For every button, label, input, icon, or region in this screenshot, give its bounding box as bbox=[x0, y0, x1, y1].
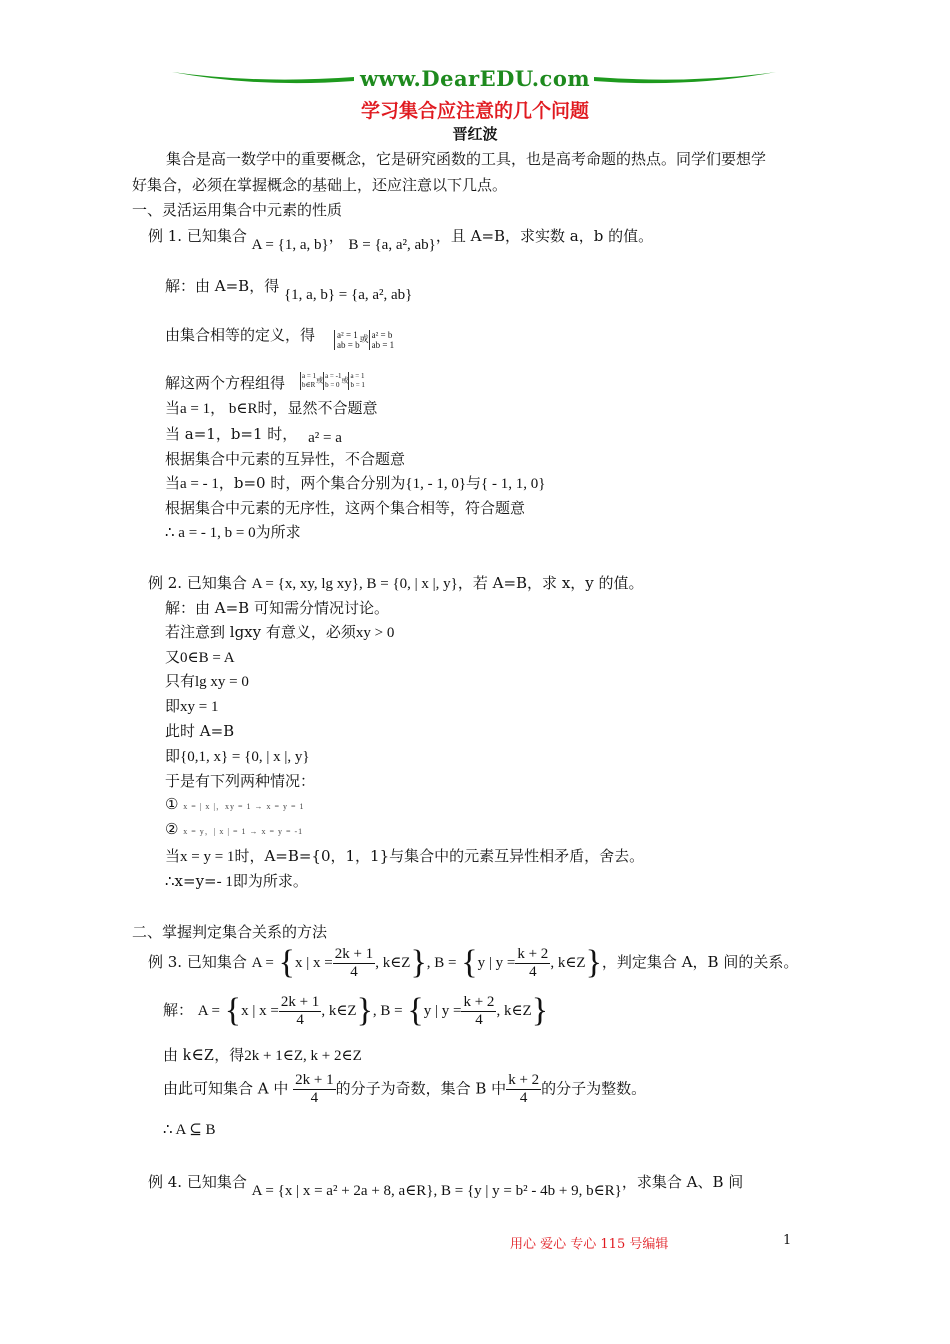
ex3-sol-frac-b-den: 4 bbox=[475, 1011, 483, 1028]
ex3-sol-brace-close-b: } bbox=[531, 992, 549, 1029]
ex3-l3-frac-b-num: k + 2 bbox=[508, 1072, 540, 1088]
ex3-brace-close-b: } bbox=[585, 944, 602, 981]
ex2-l10-text: ∴x=y= bbox=[165, 872, 217, 890]
ex3-sol-a-cond: , k∈Z bbox=[321, 1003, 357, 1019]
ex3-l3-frac-a bbox=[293, 1072, 335, 1107]
ex1-set-a: A = {1, a, b} bbox=[251, 237, 329, 253]
ex2-l10-math: - 1 bbox=[216, 874, 233, 890]
ex2-case-1-marker: ① bbox=[165, 795, 179, 813]
ex1-l7-set-2: { - 1, 1, 0} bbox=[481, 476, 546, 492]
ex2-line-8: 于是有下列两种情况： bbox=[165, 772, 316, 790]
ex3-b-lhs: , B = bbox=[426, 955, 457, 971]
ex3-line-2 bbox=[163, 1044, 362, 1065]
ex2-l9-text-2: 时，A=B={0，1，1}与集合中的元素互异性相矛盾，舍去。 bbox=[234, 847, 645, 865]
ex3-l3-frac-b bbox=[506, 1072, 541, 1107]
ex1-line-8: 根据集合中元素的无序性，这两个集合相等，符合题意 bbox=[165, 499, 526, 517]
ex1-sol-text: 解：由 A=B，得 bbox=[165, 277, 280, 295]
ex3-l2-math-2: 2k + 1∈Z, k + 2∈Z bbox=[244, 1048, 362, 1064]
ex1-sys1-eq1: a² = 1 bbox=[337, 330, 358, 340]
ex3-sol-brace-close: } bbox=[356, 992, 373, 1029]
ex1-res2-a: a = -1 bbox=[325, 372, 342, 380]
ex3-sol-frac-a-num: 2k + 1 bbox=[280, 993, 320, 1010]
ex1-label: 例 1. bbox=[148, 227, 183, 245]
ex1-res3-a: a = 1 bbox=[350, 372, 365, 380]
ex1-comma: ， bbox=[328, 227, 344, 245]
footer-text: 用心 爱心 专心 115 号编辑 bbox=[510, 1237, 669, 1252]
ex1-l9-text: 为所求 bbox=[255, 523, 301, 541]
section-1-heading: 一、灵活运用集合中元素的性质 bbox=[132, 201, 343, 219]
ex1-l5-text: 当 a=1，b=1 时， bbox=[165, 425, 298, 443]
ex2-l3-math: 0∈B = A bbox=[180, 650, 235, 666]
ex2-label: 例 2. bbox=[148, 574, 183, 592]
ex1-statement bbox=[148, 225, 654, 253]
ex3-label: 例 3. bbox=[148, 953, 183, 971]
ex1-set-b: B = {a, a², ab} bbox=[348, 237, 436, 253]
ex3-l2-text: 由 bbox=[163, 1046, 179, 1064]
ex2-line-6: 此时 A=B bbox=[165, 722, 235, 740]
ex2-statement bbox=[148, 572, 644, 593]
ex1-l9-math: ∴ a = - 1, b = 0 bbox=[165, 525, 256, 541]
ex3-sol-label: 解： bbox=[163, 1001, 194, 1019]
ex1-l7-and: 与 bbox=[466, 474, 482, 492]
ex3-brace-open-b: { bbox=[461, 944, 478, 981]
ex1-res-or-1: 或 bbox=[316, 376, 324, 385]
ex1-line-6: 根据集合中元素的互异性，不合题意 bbox=[165, 450, 406, 468]
ex3-line-3 bbox=[163, 1072, 646, 1107]
ex3-b-set: y | y = bbox=[477, 955, 516, 971]
ex2-case-2-marker: ② bbox=[165, 820, 179, 838]
ex3-sol-frac-b bbox=[461, 994, 496, 1029]
section-2-heading: 二、掌握判定集合关系的方法 bbox=[132, 923, 328, 941]
intro-line-1: 集合是高一数学中的重要概念，它是研究函数的工具，也是高考命题的热点。同学们要想学 bbox=[166, 150, 767, 168]
ex1-sys1-eq2: ab = b bbox=[337, 340, 360, 350]
ex3-l3-frac-a-num: 2k + 1 bbox=[295, 1072, 334, 1088]
ex3-l3-text: 由此可知集合 A 中 bbox=[163, 1079, 289, 1098]
ex1-l5-math: a² = a bbox=[308, 430, 342, 446]
ex1-solution-3 bbox=[165, 372, 285, 393]
ex3-a-cond: , k∈Z bbox=[375, 955, 411, 971]
ex2-line-3 bbox=[165, 646, 235, 667]
ex2-text: 已知集合 bbox=[186, 574, 247, 592]
ex1-res1-b: b∈R bbox=[302, 381, 316, 389]
ex3-frac-a-den: 4 bbox=[350, 963, 358, 980]
ex3-solution-1 bbox=[163, 992, 548, 1030]
ex3-a-lhs: A = bbox=[251, 955, 274, 971]
ex3-a-set: x | x = bbox=[295, 955, 333, 971]
site-logo[interactable]: www.DearEDU.com bbox=[359, 66, 591, 91]
ex3-sol-brace-open: { bbox=[224, 992, 242, 1029]
ex2-line-1: 解：由 A=B 可知需分情况讨论。 bbox=[165, 599, 389, 617]
ex1-line-9 bbox=[165, 521, 301, 542]
ex2-l7-math: {0,1, x} = {0, | x |, y} bbox=[180, 749, 310, 765]
ex3-conclusion: ∴ A ⊆ B bbox=[163, 1122, 216, 1138]
ex3-sol-b-cond: , k∈Z bbox=[496, 1003, 532, 1019]
ex1-sol3-text: 解这两个方程组得 bbox=[165, 374, 286, 392]
ex2-l2-text: 若注意到 lgxy 有意义，必须 bbox=[165, 623, 356, 641]
ex2-l10-text-2: 即为所求。 bbox=[232, 872, 308, 890]
ex1-line-7 bbox=[165, 472, 545, 493]
page-number: 1 bbox=[783, 1233, 792, 1248]
ex3-b-cond: , k∈Z bbox=[550, 955, 586, 971]
ex3-frac-b bbox=[515, 946, 550, 981]
ex2-line-5 bbox=[165, 695, 218, 716]
ex1-res1-a: a = 1 bbox=[302, 372, 317, 380]
ex2-case-1-text: x = | x |，xy = 1 → x = y = 1 bbox=[183, 802, 305, 811]
ex2-line-7 bbox=[165, 745, 310, 766]
ex4-label: 例 4. bbox=[148, 1173, 183, 1191]
ex3-text-2: ，判定集合 A，B 间的关系。 bbox=[601, 953, 799, 971]
ex3-l2-text-2: ，得 bbox=[214, 1046, 245, 1064]
ex2-l3-text: 又 bbox=[165, 648, 181, 666]
ex3-sol-b-set: y | y = bbox=[423, 1003, 462, 1019]
ex1-l7-set-1: {1, - 1, 0} bbox=[405, 476, 467, 492]
article-author: 晋红波 bbox=[452, 125, 498, 143]
ex3-l2-math-1: k∈Z bbox=[182, 1045, 215, 1064]
ex3-sol-frac-a bbox=[279, 994, 321, 1029]
ex3-sol-a-lhs: A = bbox=[197, 1003, 221, 1019]
ex3-l3-frac-a-den: 4 bbox=[310, 1090, 319, 1106]
ex1-system bbox=[334, 330, 394, 350]
ex3-frac-a-num: 2k + 1 bbox=[334, 945, 374, 962]
ex3-frac-b-num: k + 2 bbox=[517, 945, 549, 962]
ex1-text-2: ，且 A=B，求实数 a，b 的值。 bbox=[435, 227, 654, 245]
ex4-text: 已知集合 bbox=[186, 1173, 247, 1191]
ex1-sys2-eq1: a² = b bbox=[371, 330, 393, 340]
ex1-l4-math: a = 1， b∈R bbox=[180, 401, 258, 417]
ex2-case-2-text: x = y，| x | = 1 → x = y = -1 bbox=[183, 827, 304, 836]
ex1-sol-eq: {1, a, b} = {a, a², ab} bbox=[283, 287, 413, 303]
ex2-l2-math: xy > 0 bbox=[355, 625, 395, 641]
ex2-line-10 bbox=[165, 870, 308, 891]
ex3-sol-frac-b-num: k + 2 bbox=[463, 993, 495, 1010]
ex3-l3-text-2: 的分子为奇数，集合 B 中 bbox=[335, 1079, 507, 1098]
ex2-l5-text: 即 bbox=[165, 697, 181, 715]
ex1-l7-math: a = - 1 bbox=[180, 476, 219, 492]
article-title: 学习集合应注意的几个问题 bbox=[360, 100, 589, 122]
ex3-brace-close: } bbox=[410, 944, 427, 981]
ex1-l4-text: 当 bbox=[165, 399, 181, 417]
ex2-l5-math: xy = 1 bbox=[180, 699, 219, 715]
ex3-l3-frac-b-den: 4 bbox=[519, 1090, 528, 1106]
ex4-statement bbox=[148, 1171, 744, 1199]
ex3-text: 已知集合 bbox=[186, 953, 247, 971]
ex2-text-2: ，若 A=B，求 x，y 的值。 bbox=[457, 574, 644, 592]
ex1-l7-text-2: ，b=0 时，两个集合分别为 bbox=[218, 474, 406, 492]
ex3-brace-open: { bbox=[278, 944, 295, 981]
ex3-frac-a bbox=[333, 946, 375, 981]
ex1-res-or-2: 或 bbox=[341, 376, 349, 385]
ex2-sets: A = {x, xy, lg xy}, B = {0, | x |, y} bbox=[251, 576, 458, 592]
ex3-l3-text-3: 的分子为整数。 bbox=[541, 1079, 647, 1098]
ex2-l9-text: 当 bbox=[165, 847, 181, 865]
ex2-l7-text: 即 bbox=[165, 747, 181, 765]
ex2-l9-math: x = y = 1 bbox=[180, 849, 235, 865]
ex1-res2-b: b = 0 bbox=[325, 381, 340, 389]
ex1-sys2-eq2: ab = 1 bbox=[371, 340, 395, 350]
ex1-solution-2 bbox=[165, 324, 315, 345]
ex1-text: 已知集合 bbox=[186, 227, 247, 245]
ex2-l4-text: 只有 bbox=[165, 672, 196, 690]
ex2-l4-math: lg xy = 0 bbox=[195, 674, 249, 690]
ex1-l7-text: 当 bbox=[165, 474, 181, 492]
ex2-line-4 bbox=[165, 670, 249, 691]
ex3-sol-frac-a-den: 4 bbox=[296, 1011, 304, 1028]
ex1-sol2-text: 由集合相等的定义，得 bbox=[165, 326, 316, 344]
intro-line-2: 好集合，必须在掌握概念的基础上，还应注意以下几点。 bbox=[132, 176, 508, 194]
ex1-res3-b: b = 1 bbox=[350, 381, 365, 389]
ex1-sys-or: 或 bbox=[359, 334, 369, 345]
ex1-line-5 bbox=[165, 423, 342, 444]
ex1-solution-1 bbox=[165, 275, 413, 303]
ex1-results bbox=[300, 372, 365, 390]
ex2-case-1 bbox=[165, 795, 304, 813]
ex1-line-4 bbox=[165, 397, 378, 418]
ex1-l4-text-2: 时，显然不合题意 bbox=[257, 399, 378, 417]
ex2-line-9 bbox=[165, 845, 644, 866]
ex4-sets: A = {x | x = a² + 2a + 8, a∈R}, B = {y | y = b² - 4b + 9, b∈R} bbox=[251, 1183, 622, 1199]
ex3-sol-brace-open-b: { bbox=[407, 992, 424, 1029]
ex3-statement bbox=[148, 944, 798, 982]
ex3-sol-b-lhs: , B = bbox=[372, 1003, 403, 1019]
ex4-text-2: ，求集合 A、B 间 bbox=[621, 1173, 744, 1191]
ex3-frac-b-den: 4 bbox=[529, 963, 537, 980]
ex2-case-2 bbox=[165, 820, 303, 838]
ex2-line-2 bbox=[165, 621, 394, 642]
ex3-sol-a-set: x | x = bbox=[241, 1003, 279, 1019]
